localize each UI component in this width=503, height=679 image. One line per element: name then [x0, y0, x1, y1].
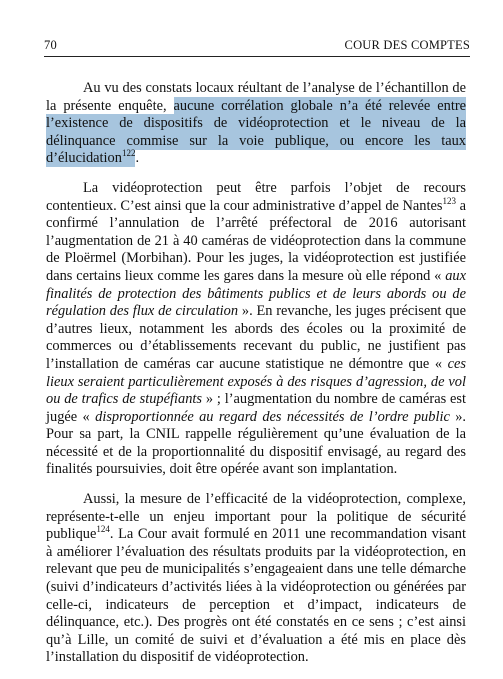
running-title: COUR DES COMPTES: [344, 38, 470, 52]
paragraph-2-text-a: La vidéoprotection peut être parfois l’objet de recours contentieux. C’est ainsi que la cour administrative d’appel de Nantes: [46, 179, 466, 214]
quote-finalites: aux finalités de protection des bâtiments publics et de leurs abords ou de régulation des flux de circulation: [46, 267, 466, 320]
paragraph-2-text-b: a confirmé l’annulation de l’arrêté préfectoral de 2016 autorisant l’augmentation de 21 à 40 caméras de vidéoprotection dans la commune de Ploërmel (Morbihan). Pour les juges, la vidéoprotection est justifiée dans certains lieux comme les gares dans la mesure où elle répond «: [46, 197, 466, 284]
paragraph-2-text-d: » ; l’augmentation du nombre de caméras est jugée «: [46, 391, 466, 425]
paragraph-2: [46, 180, 466, 479]
paragraph-2-text-c: ». En revanche, les juges précisent que d’autres lieux, notamment les abords des écoles ou la proximité de commerces ou d’établissements recevant du public, ne justifient pas l’installation de caméras car aucune statistique ne démontre que «: [46, 303, 466, 372]
paragraph-1-text: Au vu des constats locaux réultant de l’analyse de l’échantillon de la présente enquête,: [46, 80, 466, 114]
body-text: [46, 80, 466, 679]
paragraph-1-end: .: [135, 150, 140, 167]
footnote-ref-123[interactable]: 123: [442, 195, 456, 206]
highlighted-text: aucune corrélation globale n’a été relevée entre l’existence de dispositifs de vidéoprotection et le niveau de la délinquance commise sur la voie publique, ou encore les taux d’élucidation: [46, 97, 467, 167]
paragraph-3-text-a: Aussi, la mesure de l’efficacité de la vidéoprotection, complexe, représente-t-elle un enjeu important pour la politique de sécurité publique: [46, 491, 466, 543]
footnote-ref-124[interactable]: 124: [96, 524, 110, 535]
paragraph-1: [46, 80, 466, 168]
quote-disproportionnee: disproportionnée au regard des nécessités de l’ordre public: [95, 408, 450, 425]
quote-risques: ces lieux seraient particulièrement exposés à des risques d’agression, de vol ou de trafics de stupéfiants: [46, 355, 466, 408]
paragraph-3-text-b: . La Cour avait formulé en 2011 une recommandation visant à améliorer l’évaluation des résultats produits par la vidéoprotection, en relevant que peu de municipalités s’engageaient dans une telle démarche (suivi d’indicateurs d’activités liées à la vidéoprotection ou générées par celle-ci, indicateurs de perception et d’impact, indicateurs de délinquance, etc.). Des progrès ont été constatés en ce sens ; c’est ainsi qu’à Lille, un comité de suivi et d’évaluation a été mis en place dès l’installation du dispositif de vidéoprotection.: [46, 526, 466, 666]
running-header: [44, 38, 470, 56]
footnote-ref-122[interactable]: 122: [121, 148, 136, 159]
page-number: 70: [44, 38, 57, 52]
paragraph-2-text-e: ». Pour sa part, la CNIL rappelle régulièrement qu’une évaluation de la nécessité et de la proportionnalité du dispositif envisagé, au regard des finalités poursuivies, doit être opérée avant son implantation.: [46, 408, 466, 478]
paragraph-3: [46, 491, 466, 667]
header-rule: [44, 56, 470, 57]
